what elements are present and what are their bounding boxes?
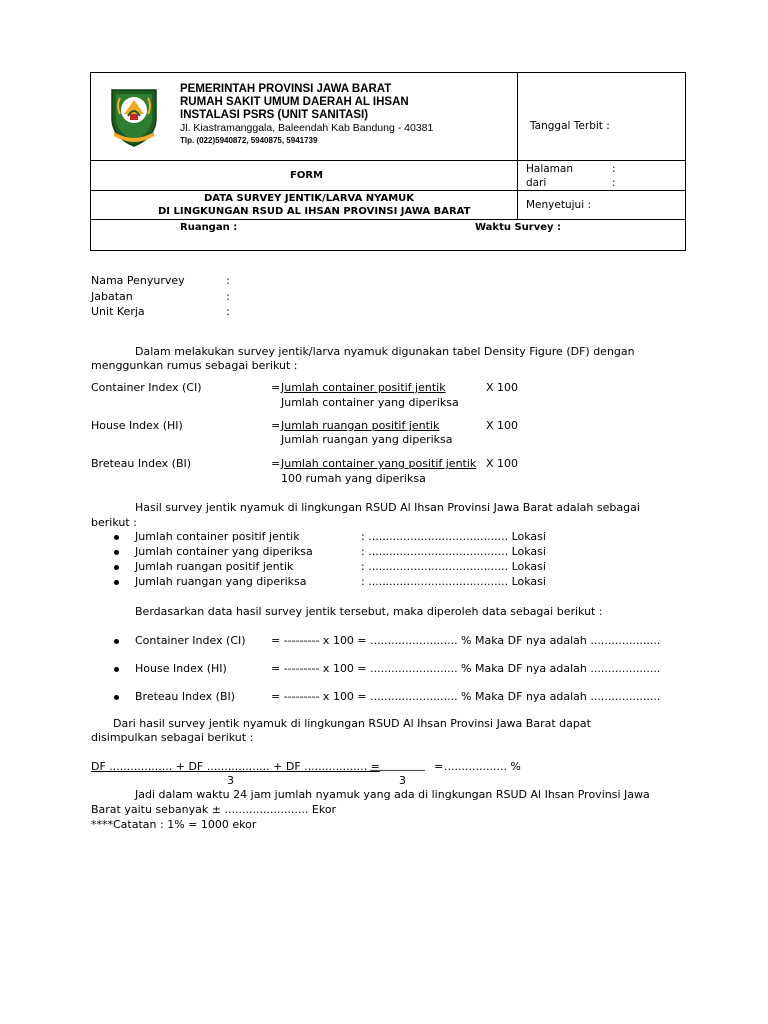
results-line-1: Hasil survey jentik nyamuk di lingkungan RSUD Al Ihsan Provinsi Jawa Barat adalah sebagai bbox=[135, 501, 640, 514]
ci-x100: X 100 bbox=[486, 381, 519, 394]
nama-penyurvey-label: Nama Penyurvey bbox=[91, 274, 185, 287]
df-bi-calc: = --------- x 100 = ......................... % Maka DF nya adalah .................... bbox=[271, 690, 661, 703]
df-eq: = bbox=[434, 760, 444, 773]
form-title-line-1: DATA SURVEY JENTIK/LARVA NYAMUK bbox=[204, 193, 415, 204]
unit-colon: : bbox=[226, 305, 230, 318]
dari-label: dari bbox=[526, 177, 547, 189]
nama-colon: : bbox=[226, 274, 230, 287]
bi-x100: X 100 bbox=[486, 457, 519, 470]
ci-numerator: Jumlah container positif jentik bbox=[281, 381, 446, 394]
waktu-survey-label: Waktu Survey : bbox=[475, 222, 562, 233]
bi-label: Breteau Index (BI) bbox=[91, 457, 192, 470]
intro-line-1: Dalam melakukan survey jentik/larva nyamuk digunakan tabel Density Figure (DF) dengan bbox=[135, 345, 635, 358]
catatan-note: ****Catatan : 1% = 1000 ekor bbox=[91, 818, 257, 831]
result-item-2-label: Jumlah container yang diperiksa bbox=[135, 545, 313, 558]
unit-kerja-label: Unit Kerja bbox=[91, 305, 145, 318]
ruangan-label: Ruangan : bbox=[180, 222, 238, 233]
jadi-line-1: Jadi dalam waktu 24 jam jumlah nyamuk yang ada di lingkungan RSUD Al Ihsan Provinsi Jawa bbox=[135, 788, 650, 801]
header-divider-2 bbox=[90, 190, 686, 191]
header-divider-1 bbox=[90, 160, 686, 161]
ci-eq: = bbox=[271, 381, 281, 394]
result-item-3-value: : ........................................ Lokasi bbox=[361, 560, 546, 573]
hi-numerator: Jumlah ruangan positif jentik bbox=[281, 419, 440, 432]
bullet-icon bbox=[114, 695, 119, 700]
result-item-4-value: : ........................................ Lokasi bbox=[361, 575, 546, 588]
dari-colon: : bbox=[612, 177, 616, 189]
bi-numerator: Jumlah container yang positif jentik bbox=[281, 457, 477, 470]
based-line: Berdasarkan data hasil survey jentik tersebut, maka diperoleh data sebagai berikut : bbox=[135, 605, 603, 618]
org-phone: Tlp. (022)5940872, 5940875, 5941739 bbox=[180, 136, 318, 145]
tanggal-terbit: Tanggal Terbit : bbox=[530, 120, 610, 132]
df-hi-label: House Index (HI) bbox=[135, 662, 227, 675]
df-ci-calc: = --------- x 100 = ......................... % Maka DF nya adalah .................... bbox=[271, 634, 661, 647]
result-item-3-label: Jumlah ruangan positif jentik bbox=[135, 560, 294, 573]
df-ci-label: Container Index (CI) bbox=[135, 634, 246, 647]
result-item-2-value: : ........................................ Lokasi bbox=[361, 545, 546, 558]
jabatan-colon: : bbox=[226, 290, 230, 303]
intro-line-2: menggunkan rumus sebagai berikut : bbox=[91, 359, 298, 372]
form-label: FORM bbox=[290, 170, 323, 181]
df-divisor-1: 3 bbox=[227, 774, 234, 787]
conclusion-line-1: Dari hasil survey jentik nyamuk di lingkungan RSUD Al Ihsan Provinsi Jawa Barat dapat bbox=[113, 717, 591, 730]
df-divisor-2: 3 bbox=[399, 774, 406, 787]
hospital-logo bbox=[102, 84, 166, 148]
bullet-icon bbox=[114, 667, 119, 672]
hi-label: House Index (HI) bbox=[91, 419, 183, 432]
df-hi-calc: = --------- x 100 = ......................... % Maka DF nya adalah .................... bbox=[271, 662, 661, 675]
df-blank: __________ bbox=[370, 758, 425, 771]
menyetujui-label: Menyetujui : bbox=[526, 199, 591, 211]
result-item-4-label: Jumlah ruangan yang diperiksa bbox=[135, 575, 307, 588]
df-sum-formula: DF .................. + DF .................. + DF .................. = bbox=[91, 760, 380, 773]
bullet-icon bbox=[114, 535, 119, 540]
org-line-2: RUMAH SAKIT UMUM DAERAH AL IHSAN bbox=[180, 96, 409, 108]
bi-denominator: 100 rumah yang diperiksa bbox=[281, 472, 426, 485]
df-bi-label: Breteau Index (BI) bbox=[135, 690, 236, 703]
ci-denominator: Jumlah container yang diperiksa bbox=[281, 396, 459, 409]
halaman-label: Halaman bbox=[526, 163, 573, 175]
result-item-1-value: : ........................................ Lokasi bbox=[361, 530, 546, 543]
hi-x100: X 100 bbox=[486, 419, 519, 432]
halaman-colon: : bbox=[612, 163, 616, 175]
df-result: .................. % bbox=[444, 760, 521, 773]
conclusion-line-2: disimpulkan sebagai berikut : bbox=[91, 731, 254, 744]
ci-label: Container Index (CI) bbox=[91, 381, 202, 394]
result-item-1-label: Jumlah container positif jentik bbox=[135, 530, 300, 543]
jadi-line-2: Barat yaitu sebanyak ± ........................ Ekor bbox=[91, 803, 337, 816]
bi-eq: = bbox=[271, 457, 281, 470]
jabatan-label: Jabatan bbox=[91, 290, 133, 303]
bullet-icon bbox=[114, 565, 119, 570]
results-line-2: berikut : bbox=[91, 516, 137, 529]
bullet-icon bbox=[114, 550, 119, 555]
hi-denominator: Jumlah ruangan yang diperiksa bbox=[281, 433, 453, 446]
org-address: Jl. Kiastramanggala, Baleendah Kab Bandung - 40381 bbox=[180, 122, 434, 134]
org-line-1: PEMERINTAH PROVINSI JAWA BARAT bbox=[180, 83, 392, 95]
form-title-line-2: DI LINGKUNGAN RSUD AL IHSAN PROVINSI JAWA BARAT bbox=[158, 206, 471, 217]
org-line-3: INSTALASI PSRS (UNIT SANITASI) bbox=[180, 109, 369, 121]
hi-eq: = bbox=[271, 419, 281, 432]
bullet-icon bbox=[114, 639, 119, 644]
bullet-icon bbox=[114, 580, 119, 585]
